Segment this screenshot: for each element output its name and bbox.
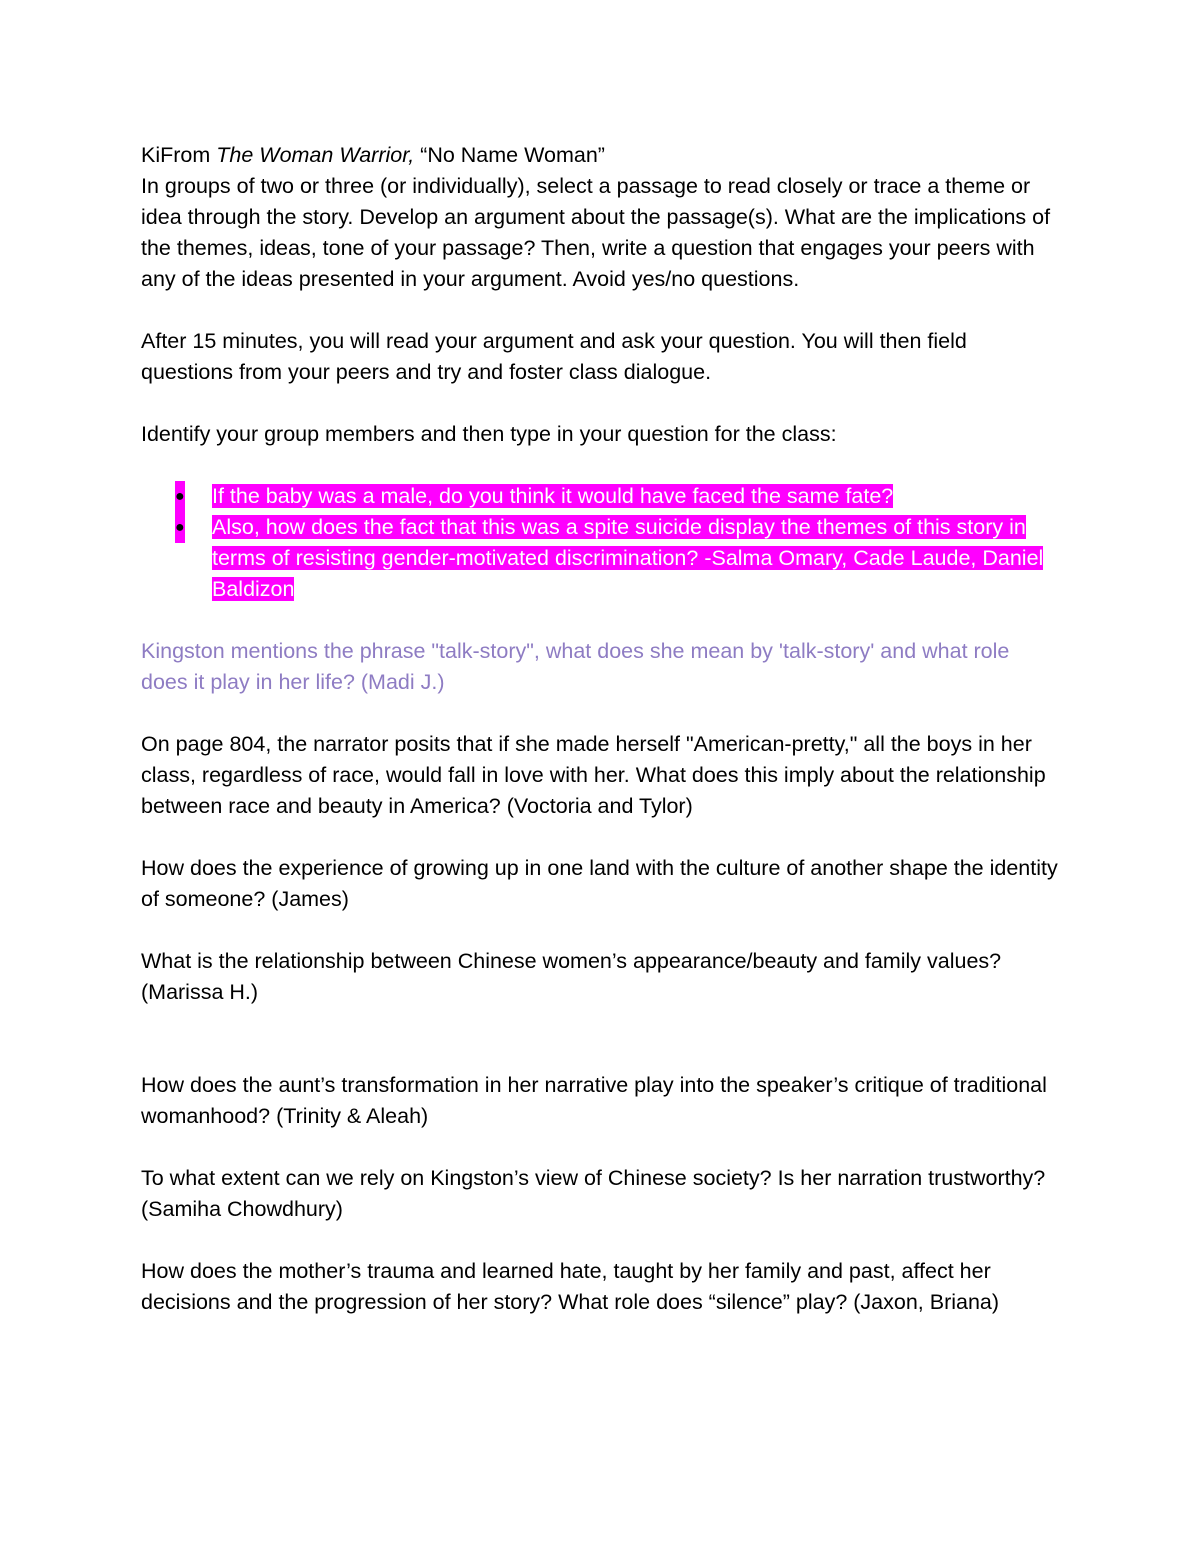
list-item <box>141 481 1061 512</box>
intro-paragraph: In groups of two or three (or individually), select a passage to read closely or trace a theme or idea through the story. Develop an argument about the passage(s). What are the implications of the themes, ideas, tone of your passage? Then, write a question that engages your peers with any of the ideas presented in your argument. Avoid yes/no questions. <box>141 174 1051 291</box>
list-item <box>141 512 1061 605</box>
question-paragraph: How does the mother’s trauma and learned hate, taught by her family and past, affect her decisions and the progression of her story? What role does “silence” play? (Jaxon, Briana) <box>141 1259 1000 1314</box>
spacer <box>141 605 1061 636</box>
question-paragraph: How does the experience of growing up in one land with the culture of another shape the identity of someone? (James) <box>141 856 1058 911</box>
highlighted-question: If the baby was a male, do you think it would have faced the same fate? <box>212 484 894 508</box>
purple-question: Kingston mentions the phrase "talk-story", what does she mean by 'talk-story' and what role does it play in her life? (Madi J.) <box>141 639 1010 694</box>
highlighted-question: Also, how does the fact that this was a spite suicide display the themes of this story in terms of resisting gender-motivated discrimination? -Salma Omary, Cade Laude, Daniel Baldizon <box>212 515 1044 601</box>
spacer <box>141 698 1061 729</box>
question-paragraph: On page 804, the narrator posits that if she made herself "American-pretty," all the boys in her class, regardless of race, would fall in love with her. What does this imply about the relationship between race and beauty in America? (Voctoria and Tylor) <box>141 732 1046 818</box>
document-title <box>141 140 1061 171</box>
question-paragraph: How does the aunt’s transformation in her narrative play into the speaker’s critique of traditional womanhood? (Trinity & Aleah) <box>141 1073 1047 1128</box>
document-page <box>141 140 1061 1318</box>
title-italic: The Woman Warrior, <box>216 143 415 167</box>
question-paragraph: To what extent can we rely on Kingston’s view of Chinese society? Is her narration trustworthy? (Samiha Chowdhury) <box>141 1166 1046 1221</box>
spacer <box>141 450 1061 481</box>
title-suffix: “No Name Woman” <box>414 143 605 167</box>
spacer <box>141 295 1061 326</box>
spacer <box>141 388 1061 419</box>
spacer <box>141 1225 1061 1256</box>
after-paragraph: After 15 minutes, you will read your argument and ask your question. You will then field questions from your peers and try and foster class dialogue. <box>141 329 967 384</box>
spacer <box>141 915 1061 946</box>
question-paragraph: What is the relationship between Chinese women’s appearance/beauty and family values? (Marissa H.) <box>141 949 1002 1004</box>
highlighted-question-list <box>141 481 1061 605</box>
spacer <box>141 1008 1061 1070</box>
identify-paragraph: Identify your group members and then type in your question for the class: <box>141 422 837 446</box>
bullet-icon: ● <box>175 481 185 512</box>
bullet-icon: ● <box>175 512 185 543</box>
spacer <box>141 822 1061 853</box>
spacer <box>141 1132 1061 1163</box>
title-prefix: KiFrom <box>141 143 217 167</box>
